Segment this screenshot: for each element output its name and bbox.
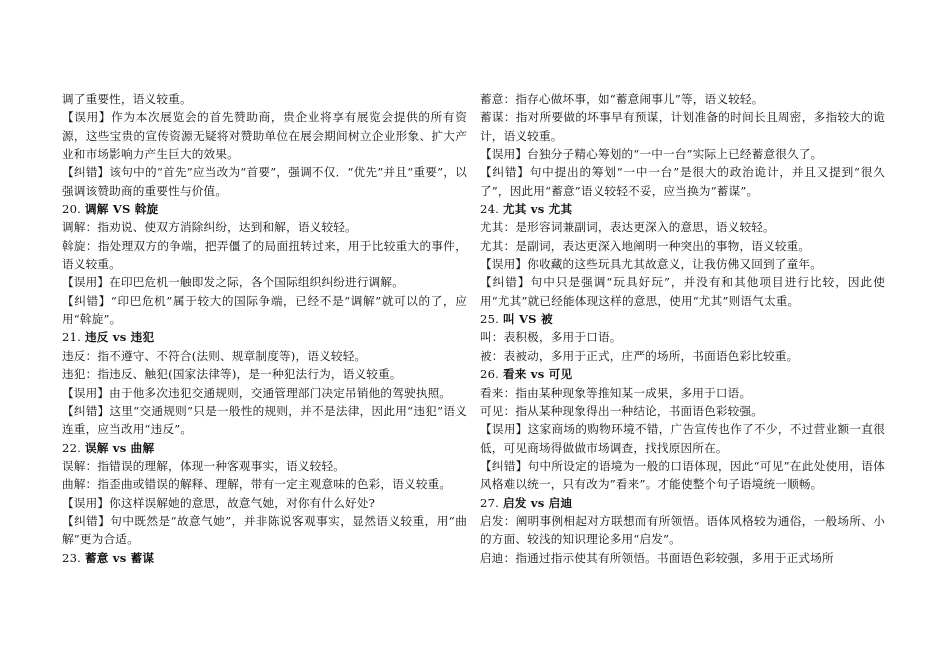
section-title: 蓄意 vs 蓄谋 <box>84 550 155 565</box>
section-heading <box>62 328 467 346</box>
section-heading <box>480 200 885 218</box>
paragraph: 叫：表积极，多用于口语。 <box>480 330 622 345</box>
section-heading <box>480 494 885 512</box>
paragraph: 被：表被动，多用于正式，庄严的场所，书面语色彩比较重。 <box>480 348 799 363</box>
paragraph: 可见：指从某种现象得出一种结论，书面语色彩较强。 <box>480 403 764 418</box>
paragraph: 【纠错】句中只是强调“玩具好玩”，并没有和其他项目进行比较，因此使用“尤其”就已经能体现这样的意思，使用“尤其”则语气太重。 <box>480 275 885 308</box>
paragraph: 【误用】这家商场的购物环境不错，广告宣传也作了不少，不过营业额一直很低，可见商场得做做市场调查，找找原因所在。 <box>480 422 885 455</box>
paragraph: 尤其：是形容词兼副词，表达更深入的意思，语义较轻。 <box>480 220 775 235</box>
paragraph: 【纠错】句中既然是“故意气她”，并非陈说客观事实，显然语义较重，用“曲解”更为合适。 <box>62 513 467 547</box>
section-number: 27. <box>480 495 500 510</box>
paragraph: 误解：指错误的理解，体现一种客观事实，语义较轻。 <box>62 458 346 473</box>
section-title: 违反 vs 违犯 <box>84 330 155 345</box>
section-heading <box>62 549 467 567</box>
section-title: 调解 VS 斡旋 <box>84 202 159 217</box>
section-number: 20. <box>62 202 82 217</box>
paragraph: 【纠错】这里“交通规则”只是一般性的规则，并不是法律，因此用“违犯”语义连重，应当改用“违反”。 <box>62 403 467 437</box>
paragraph: 蓄谋：指对所要做的坏事早有预谋，计划准备的时间长且周密，多指较大的诡计，语义较重。 <box>480 110 885 143</box>
section-number: 26. <box>480 367 500 382</box>
section-title: 叫 VS 被 <box>502 312 553 327</box>
left-column <box>62 90 467 567</box>
paragraph: 违反：指不遵守、不符合(法则、规章制度等)，语义较轻。 <box>62 348 367 363</box>
section-title: 尤其 vs 尤其 <box>502 202 573 217</box>
paragraph: 启迪：指通过指示使其有所领悟。书面语色彩较强，多用于正式场所 <box>480 550 834 565</box>
paragraph: 【纠错】句中提出的筹划“一中一台”是很大的政治诡计，并且又提到“很久了”，因此用“蓄意”语义较轻不妥，应当换为“蓄谋”。 <box>480 165 885 198</box>
paragraph: 尤其：是副词，表达更深入地阐明一种突出的事物，语义较重。 <box>480 238 811 253</box>
paragraph: 【误用】作为本次展览会的首先赞助商，贵企业将享有展览会提供的所有资源，这些宝贵的宣传资源无疑将对赞助单位在展会期间树立企业形象、扩大产业和市场影响力产生巨大的效果。 <box>62 110 467 162</box>
section-number: 22. <box>62 440 82 455</box>
section-title: 看来 vs 可见 <box>502 367 573 382</box>
section-title: 误解 vs 曲解 <box>84 440 155 455</box>
paragraph: 【纠错】该句中的“首先”应当改为“首要”，强调不仅．“优先”并且“重要”，以强调该赞助商的重要性与价值。 <box>62 165 467 198</box>
paragraph: 【纠错】“印巴危机”属于较大的国际争端，已经不是“调解”就可以的了，应用“斡旋”。 <box>62 293 467 327</box>
section-heading <box>62 439 467 457</box>
paragraph: 【误用】由于他多次违犯交通规则，交通管理部门决定吊销他的驾驶执照。 <box>62 385 452 400</box>
paragraph: 【误用】你这样误解她的意思，故意气她，对你有什么好处? <box>62 495 376 510</box>
section-number: 23. <box>62 550 82 565</box>
section-heading <box>480 365 885 383</box>
paragraph: 【纠错】句中所设定的语境为一般的口语体现，因此“可见”在此处使用，语体风格难以统一，只有改为”看来”。才能使整个句子语境统一顺畅。 <box>480 458 885 492</box>
section-heading <box>480 310 885 328</box>
paragraph: 调解：指劝说、使双方消除纠纷，达到和解，语义较轻。 <box>62 220 357 235</box>
paragraph: 【误用】在印巴危机一触即发之际，各个国际组织纠纷进行调解。 <box>62 275 405 290</box>
right-column <box>480 90 885 567</box>
section-number: 21. <box>62 330 82 345</box>
paragraph: 【误用】台独分子精心筹划的“一中一台”实际上已经蓄意很久了。 <box>480 147 823 162</box>
paragraph: 看来：指由某种现象等推知某一成果，多用于口语。 <box>480 385 752 400</box>
paragraph: 斡旋：指处理双方的争端，把弄僵了的局面扭转过来，用于比较重大的事件，语义较重。 <box>62 238 467 272</box>
paragraph: 蓄意：指存心做坏事，如“蓄意闹事儿”等，语义较轻。 <box>480 92 764 106</box>
section-number: 25. <box>480 312 500 327</box>
section-number: 24. <box>480 202 500 217</box>
paragraph: 曲解：指歪曲或错误的解释、理解，带有一定主观意味的色彩，语义较重。 <box>62 477 452 492</box>
paragraph: 【误用】你收藏的这些玩具尤其故意义，让我仿佛又回到了童年。 <box>480 257 823 272</box>
paragraph: 调了重要性，语义较重。 <box>62 92 192 106</box>
section-heading <box>62 200 467 218</box>
section-title: 启发 vs 启迪 <box>502 495 573 510</box>
paragraph: 违犯：指违反、触犯(国家法律等)，是一种犯法行为，语义较重。 <box>62 367 402 382</box>
paragraph: 启发：阐明事例相起对方联想而有所领悟。语体风格较为通俗，一般场所、小的方面、较浅的知识理论多用“启发”。 <box>480 513 885 547</box>
